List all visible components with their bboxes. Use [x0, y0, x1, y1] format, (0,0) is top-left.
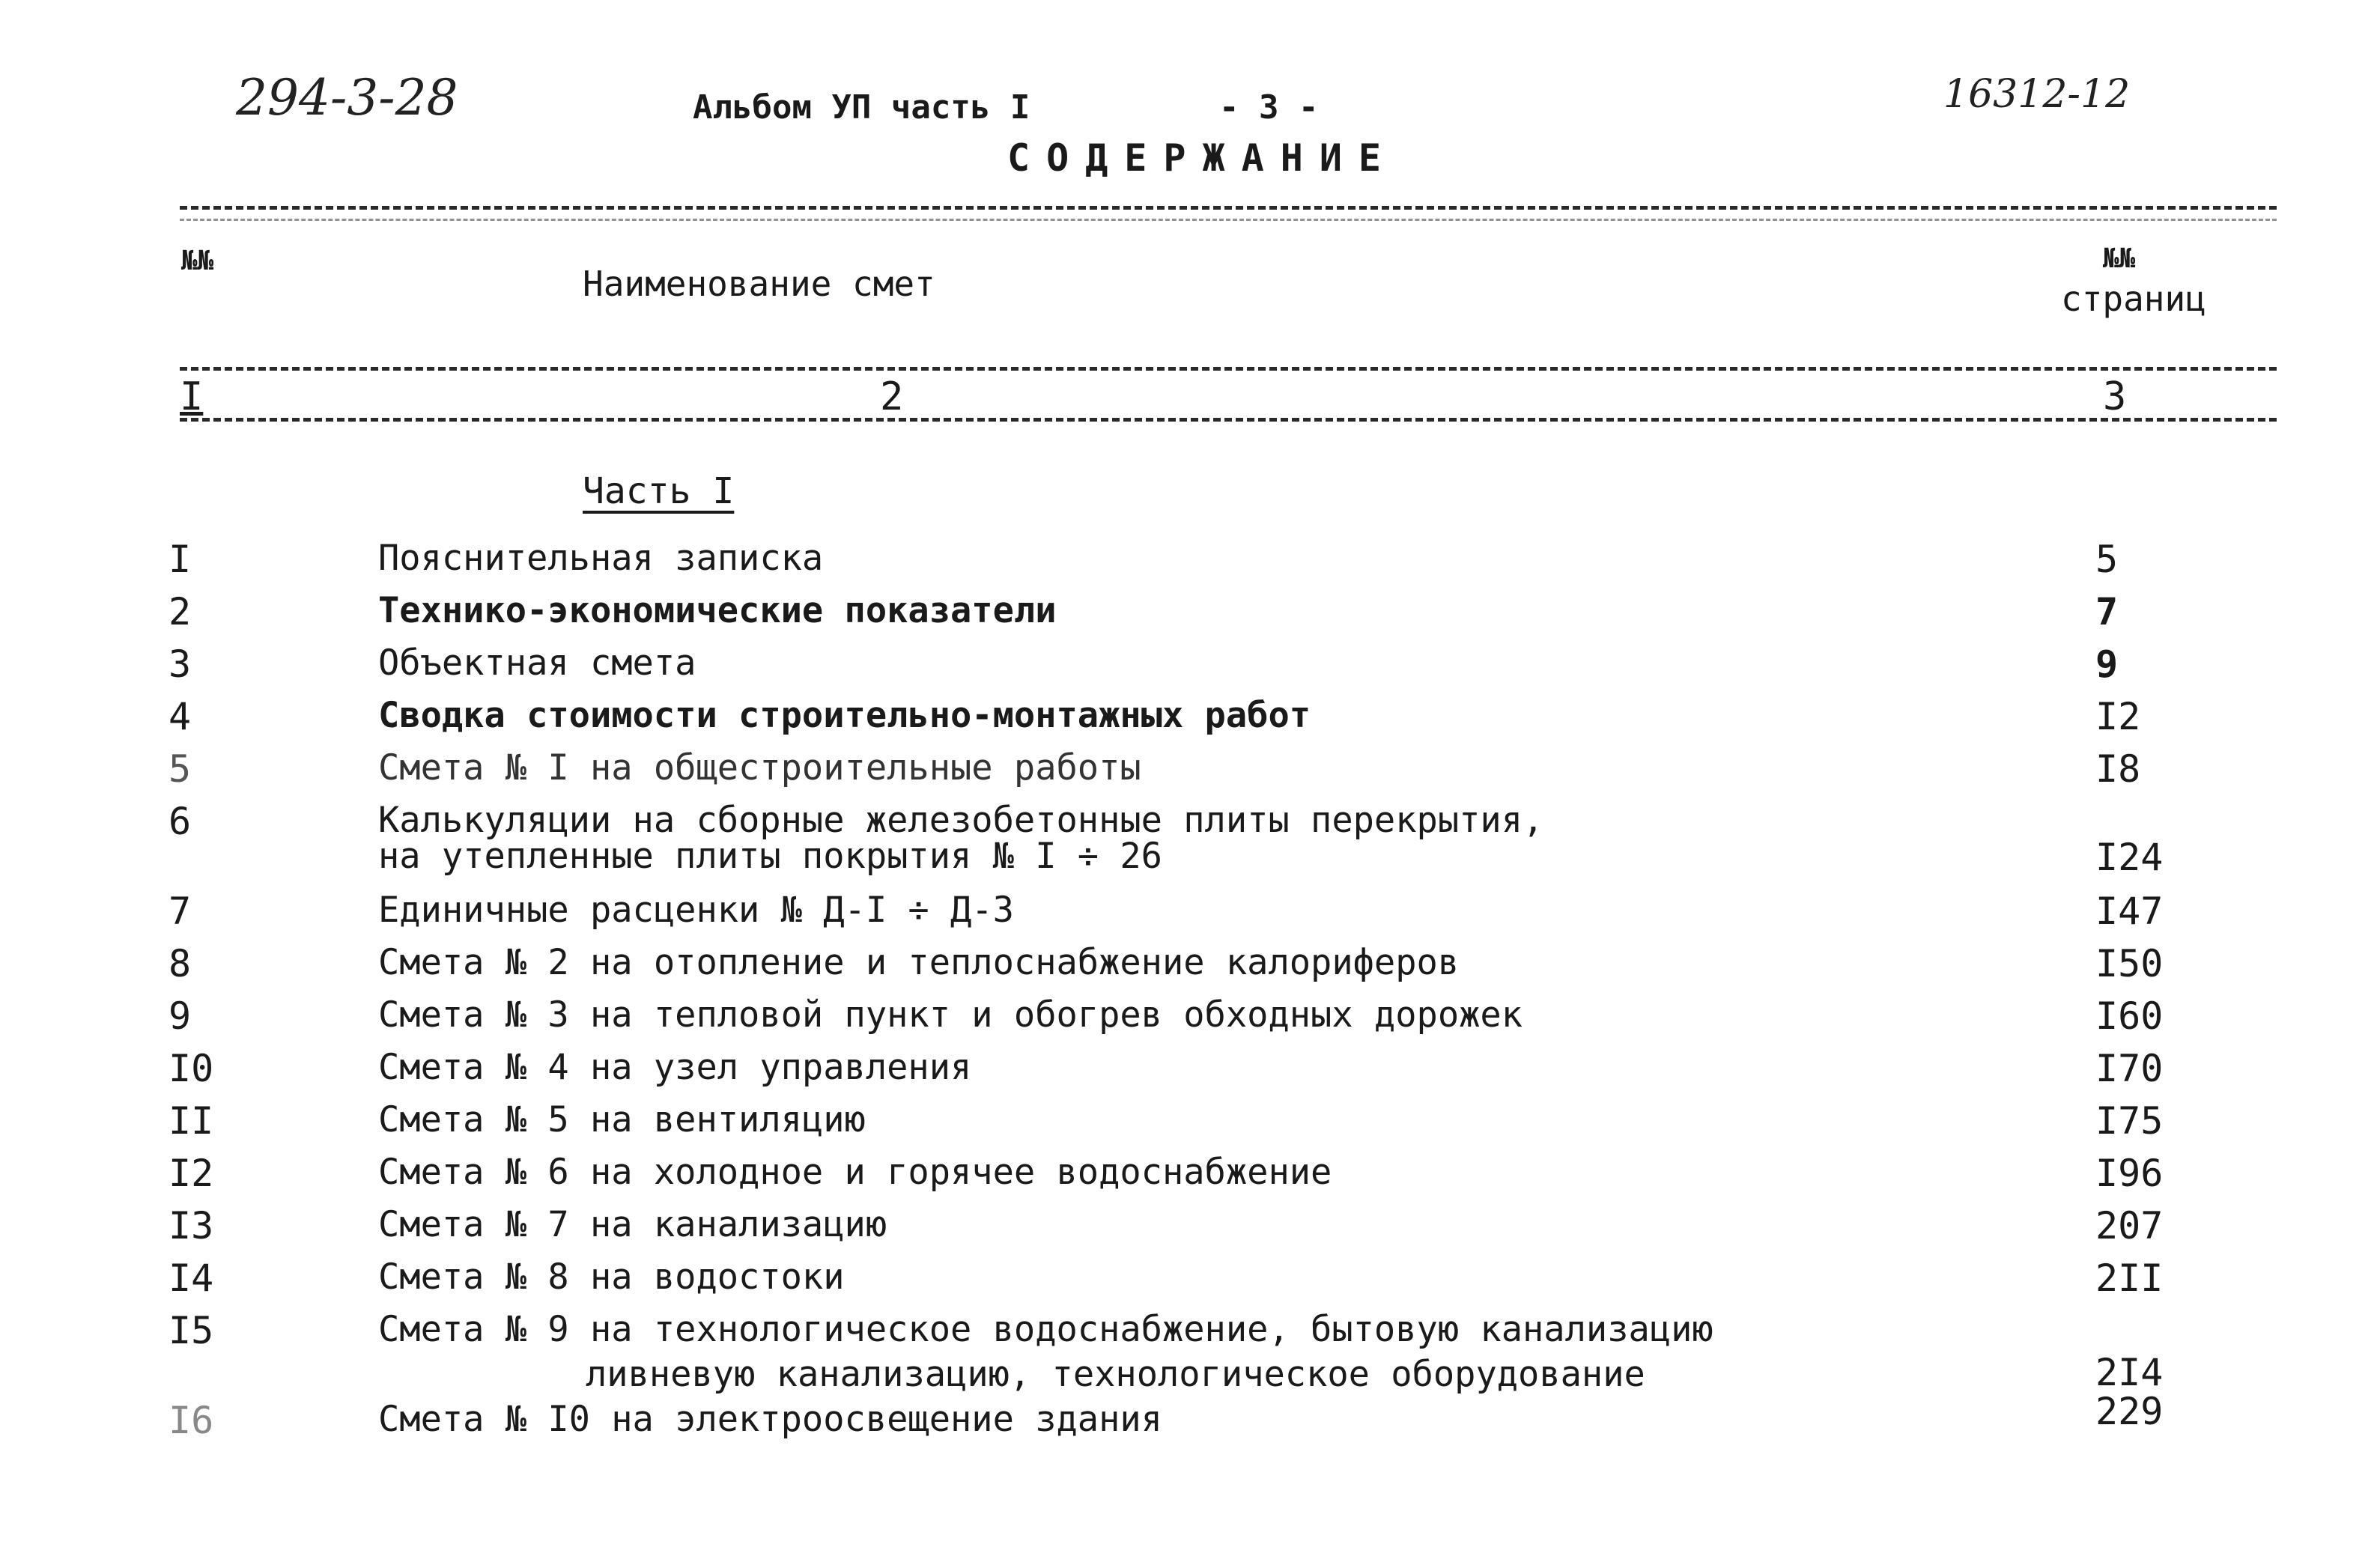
top-rule-2	[180, 219, 2277, 221]
entry-page: 229	[2095, 1390, 2164, 1433]
entry-title: Смета № I0 на электроосвещение здания	[378, 1399, 1162, 1440]
entry-title: Сводка стоимости строительно-монтажных работ	[378, 695, 1311, 736]
entry-title: Единичные расценки № Д-I ÷ Д-3	[378, 890, 1014, 931]
column-number-rule	[180, 418, 2277, 422]
entry-title: Смета № 7 на канализацию	[378, 1204, 887, 1245]
entry-title: Технико-экономические показатели	[378, 590, 1057, 631]
entry-page: I2	[2095, 695, 2141, 738]
section-title: Часть I	[583, 470, 735, 512]
entry-number: 5	[169, 747, 192, 791]
column-number-2: 2	[880, 374, 904, 419]
page-title: СОДЕРЖАНИЕ	[1007, 136, 1398, 180]
entry-number: 6	[169, 800, 192, 843]
entry-number: 3	[169, 642, 192, 686]
list-item	[0, 1204, 2380, 1256]
entry-number: I6	[169, 1399, 214, 1442]
entry-number: I	[169, 538, 192, 581]
entry-page: 207	[2095, 1204, 2164, 1247]
list-item	[0, 538, 2380, 590]
column-header-name: Наименование смет	[583, 264, 935, 304]
entry-page: I24	[2095, 836, 2164, 879]
entry-number: 4	[169, 695, 192, 738]
project-code: 294-3-28	[236, 69, 458, 127]
entry-number: I0	[169, 1047, 214, 1090]
entry-number: I5	[169, 1309, 214, 1352]
entry-title: Смета № 3 на тепловой пункт и обогрев обходных дорожек	[378, 994, 1523, 1036]
column-header-pages-2: страниц	[2061, 279, 2206, 319]
list-item	[0, 1309, 2380, 1399]
entry-page: I96	[2095, 1152, 2164, 1195]
entry-title: Пояснительная записка	[378, 538, 824, 579]
list-item	[0, 1256, 2380, 1309]
entry-number: 9	[169, 994, 192, 1038]
entry-page: I70	[2095, 1047, 2164, 1090]
entry-page: I8	[2095, 747, 2141, 791]
list-item	[0, 890, 2380, 942]
list-item	[0, 1390, 2380, 1451]
entry-page: I47	[2095, 890, 2164, 933]
list-item	[0, 994, 2380, 1047]
entry-page: I50	[2095, 942, 2164, 985]
entry-title: Калькуляции на сборные железобетонные плиты перекрытия,	[378, 800, 1544, 841]
entry-title: Смета № 5 на вентиляцию	[378, 1099, 866, 1140]
entry-number: 8	[169, 942, 192, 985]
entry-title: Смета № 8 на водостоки	[378, 1256, 845, 1298]
list-item	[0, 642, 2380, 695]
entry-title: Смета № 2 на отопление и теплоснабжение калориферов	[378, 942, 1460, 983]
entry-number: I3	[169, 1204, 214, 1247]
column-number-1: I	[180, 374, 204, 419]
page-number: - 3 -	[1219, 88, 1319, 127]
entry-page: I75	[2095, 1099, 2164, 1143]
entry-page: 2II	[2095, 1256, 2164, 1300]
entry-title: Смета № I на общестроительные работы	[378, 747, 1141, 788]
entry-page: 5	[2095, 538, 2119, 581]
list-item	[0, 1047, 2380, 1099]
top-rule	[180, 206, 2277, 210]
entry-number: 7	[169, 890, 192, 933]
entry-title: Смета № 9 на технологическое водоснабжение, бытовую канализацию	[378, 1309, 1713, 1350]
header-bottom-rule	[180, 367, 2277, 371]
list-item	[0, 590, 2380, 642]
list-item	[0, 695, 2380, 747]
entry-page: I60	[2095, 994, 2164, 1038]
entry-title-continued: на утепленные плиты покрытия № I ÷ 26	[378, 836, 1162, 877]
entry-page: 7	[2095, 590, 2119, 633]
list-item	[0, 800, 2380, 890]
list-item	[0, 1099, 2380, 1152]
entry-number: 2	[169, 590, 192, 633]
entry-page: 9	[2095, 642, 2119, 686]
entry-title: Объектная смета	[378, 642, 696, 684]
entry-number: I4	[169, 1256, 214, 1300]
column-header-number: №№	[181, 246, 214, 276]
list-item	[0, 747, 2380, 800]
list-item	[0, 942, 2380, 994]
archive-code: 16312-12	[1943, 72, 2131, 117]
album-label: Альбом УП часть I	[693, 88, 1030, 127]
entry-number: II	[169, 1099, 214, 1143]
list-item	[0, 1152, 2380, 1204]
entry-title: Смета № 4 на узел управления	[378, 1047, 972, 1088]
column-number-3: 3	[2103, 374, 2127, 419]
entry-title-continued: ливневую канализацию, технологическое оборудование	[586, 1354, 1645, 1395]
entry-title: Смета № 6 на холодное и горячее водоснабжение	[378, 1152, 1332, 1193]
entry-page: 2I4	[2095, 1351, 2164, 1394]
column-header-pages-1: №№	[2103, 243, 2136, 274]
entry-number: I2	[169, 1152, 214, 1195]
